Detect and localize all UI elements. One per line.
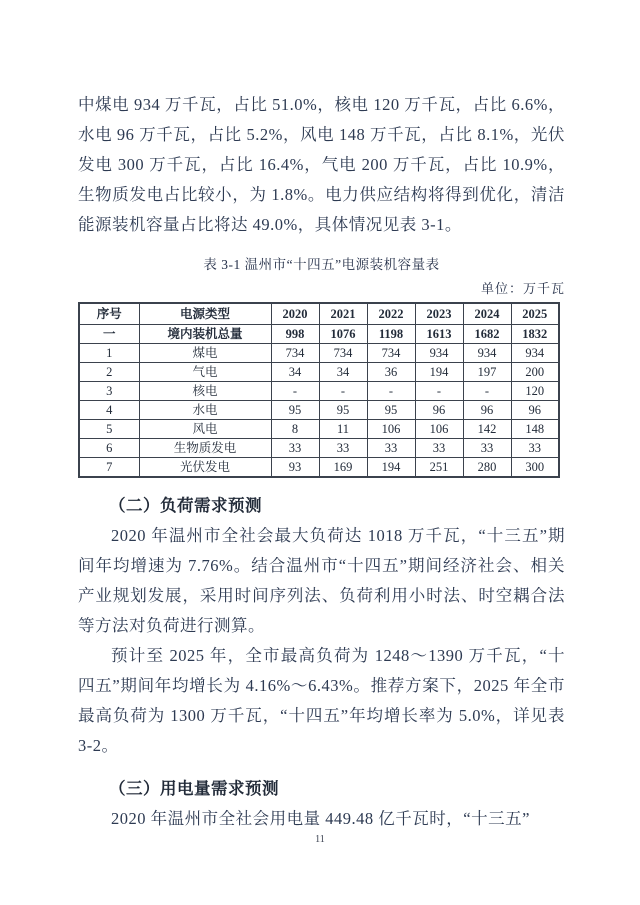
table-cell: 96 [511, 401, 559, 420]
table-cell: 96 [463, 401, 511, 420]
page-number: 11 [315, 834, 325, 845]
table-cell: 93 [271, 458, 319, 478]
table-row-coal [79, 344, 559, 363]
table-cell: - [463, 382, 511, 401]
table-cell: 934 [511, 344, 559, 363]
table-cell: 5 [79, 420, 139, 439]
table-cell: - [319, 382, 367, 401]
table-cell: 风电 [139, 420, 271, 439]
table-cell: 1832 [511, 325, 559, 344]
table-cell: - [415, 382, 463, 401]
table-cell: 1 [79, 344, 139, 363]
table-cell: 280 [463, 458, 511, 478]
table-cell: 934 [463, 344, 511, 363]
table-cell: 1076 [319, 325, 367, 344]
table-cell: 998 [271, 325, 319, 344]
table-row-total [79, 325, 559, 344]
table-row-wind [79, 420, 559, 439]
page-content [78, 90, 565, 834]
table-cell: 气电 [139, 363, 271, 382]
table-cell: 2 [79, 363, 139, 382]
table-cell: 95 [319, 401, 367, 420]
table-cell: 142 [463, 420, 511, 439]
table-cell: 煤电 [139, 344, 271, 363]
table-cell: 3 [79, 382, 139, 401]
table-cell: 33 [463, 439, 511, 458]
table-cell: 200 [511, 363, 559, 382]
table-cell: 194 [367, 458, 415, 478]
column-header-no: 序号 [79, 303, 139, 325]
table-cell: - [367, 382, 415, 401]
table-cell: 148 [511, 420, 559, 439]
table-cell: 251 [415, 458, 463, 478]
table-cell: 169 [319, 458, 367, 478]
table-cell: 95 [271, 401, 319, 420]
table-cell: 33 [319, 439, 367, 458]
column-header-type: 电源类型 [139, 303, 271, 325]
table-cell: 一 [79, 325, 139, 344]
table-cell: 33 [415, 439, 463, 458]
table-unit-label: 单位：万千瓦 [480, 281, 565, 296]
table-cell: 734 [319, 344, 367, 363]
table-cell: 194 [415, 363, 463, 382]
column-header-2020: 2020 [271, 303, 319, 325]
table-row-nuclear [79, 382, 559, 401]
table-cell: 106 [367, 420, 415, 439]
power-capacity-table [78, 302, 560, 478]
table-row-gas [79, 363, 559, 382]
table-cell: 1682 [463, 325, 511, 344]
paragraph-load-2025: 预计至 2025 年，全市最高负荷为 1248～1390 万千瓦，“十四五”期间年均增长为 4.16%～6.43%。推荐方案下，2025 年全市最高负荷为 1300 万千瓦，“十四五”年均增长率为 5.0%，详见表 3-2。 [78, 646, 565, 755]
section-heading-load-forecast: （二）负荷需求预测 [109, 496, 262, 515]
table-cell: 33 [511, 439, 559, 458]
table-cell: 4 [79, 401, 139, 420]
table-cell: 106 [415, 420, 463, 439]
table-cell: 水电 [139, 401, 271, 420]
table-cell: 11 [319, 420, 367, 439]
table-cell: 6 [79, 439, 139, 458]
table-cell: 34 [319, 363, 367, 382]
table-cell: 1613 [415, 325, 463, 344]
table-cell: - [271, 382, 319, 401]
table-row-biomass [79, 439, 559, 458]
table-caption: 表 3-1 温州市“十四五”电源装机容量表 [203, 257, 440, 272]
table-cell: 34 [271, 363, 319, 382]
column-header-2023: 2023 [415, 303, 463, 325]
table-cell: 33 [367, 439, 415, 458]
table-cell: 36 [367, 363, 415, 382]
table-cell: 7 [79, 458, 139, 478]
section-heading-electricity-forecast: （三）用电量需求预测 [109, 779, 279, 798]
table-header-row [79, 303, 559, 325]
column-header-2022: 2022 [367, 303, 415, 325]
table-row-solar [79, 458, 559, 478]
table-cell: 境内装机总量 [139, 325, 271, 344]
table-cell: 33 [271, 439, 319, 458]
table-cell: 8 [271, 420, 319, 439]
table-cell: 生物质发电 [139, 439, 271, 458]
table-cell: 核电 [139, 382, 271, 401]
table-cell: 96 [415, 401, 463, 420]
column-header-2025: 2025 [511, 303, 559, 325]
table-cell: 734 [367, 344, 415, 363]
paragraph-load-2020: 2020 年温州市全社会最大负荷达 1018 万千瓦，“十三五”期间年均增速为 7.76%。结合温州市“十四五”期间经济社会、相关产业规划发展，采用时间序列法、负荷利用小时法、时空耦合法等方法对负荷进行测算。 [78, 526, 565, 635]
table-cell: 734 [271, 344, 319, 363]
paragraph-electricity-2020: 2020 年温州市全社会用电量 449.48 亿千瓦时，“十三五” [111, 809, 530, 828]
paragraph-power-structure: 中煤电 934 万千瓦，占比 51.0%，核电 120 万千瓦，占比 6.6%，水电 96 万千瓦，占比 5.2%，风电 148 万千瓦，占比 8.1%，光伏发电 300 万千瓦，占比 16.4%，气电 200 万千瓦，占比 10.9%，生物质发电占比较小，为 1.8%。电力供应结构将得到优化，清洁能源装机容量占比将达 49.0%，具体情况见表 3-1。 [78, 95, 565, 234]
table-cell: 光伏发电 [139, 458, 271, 478]
table-cell: 95 [367, 401, 415, 420]
table-cell: 120 [511, 382, 559, 401]
column-header-2021: 2021 [319, 303, 367, 325]
table-cell: 934 [415, 344, 463, 363]
column-header-2024: 2024 [463, 303, 511, 325]
table-cell: 1198 [367, 325, 415, 344]
table-cell: 300 [511, 458, 559, 478]
table-cell: 197 [463, 363, 511, 382]
table-row-hydro [79, 401, 559, 420]
